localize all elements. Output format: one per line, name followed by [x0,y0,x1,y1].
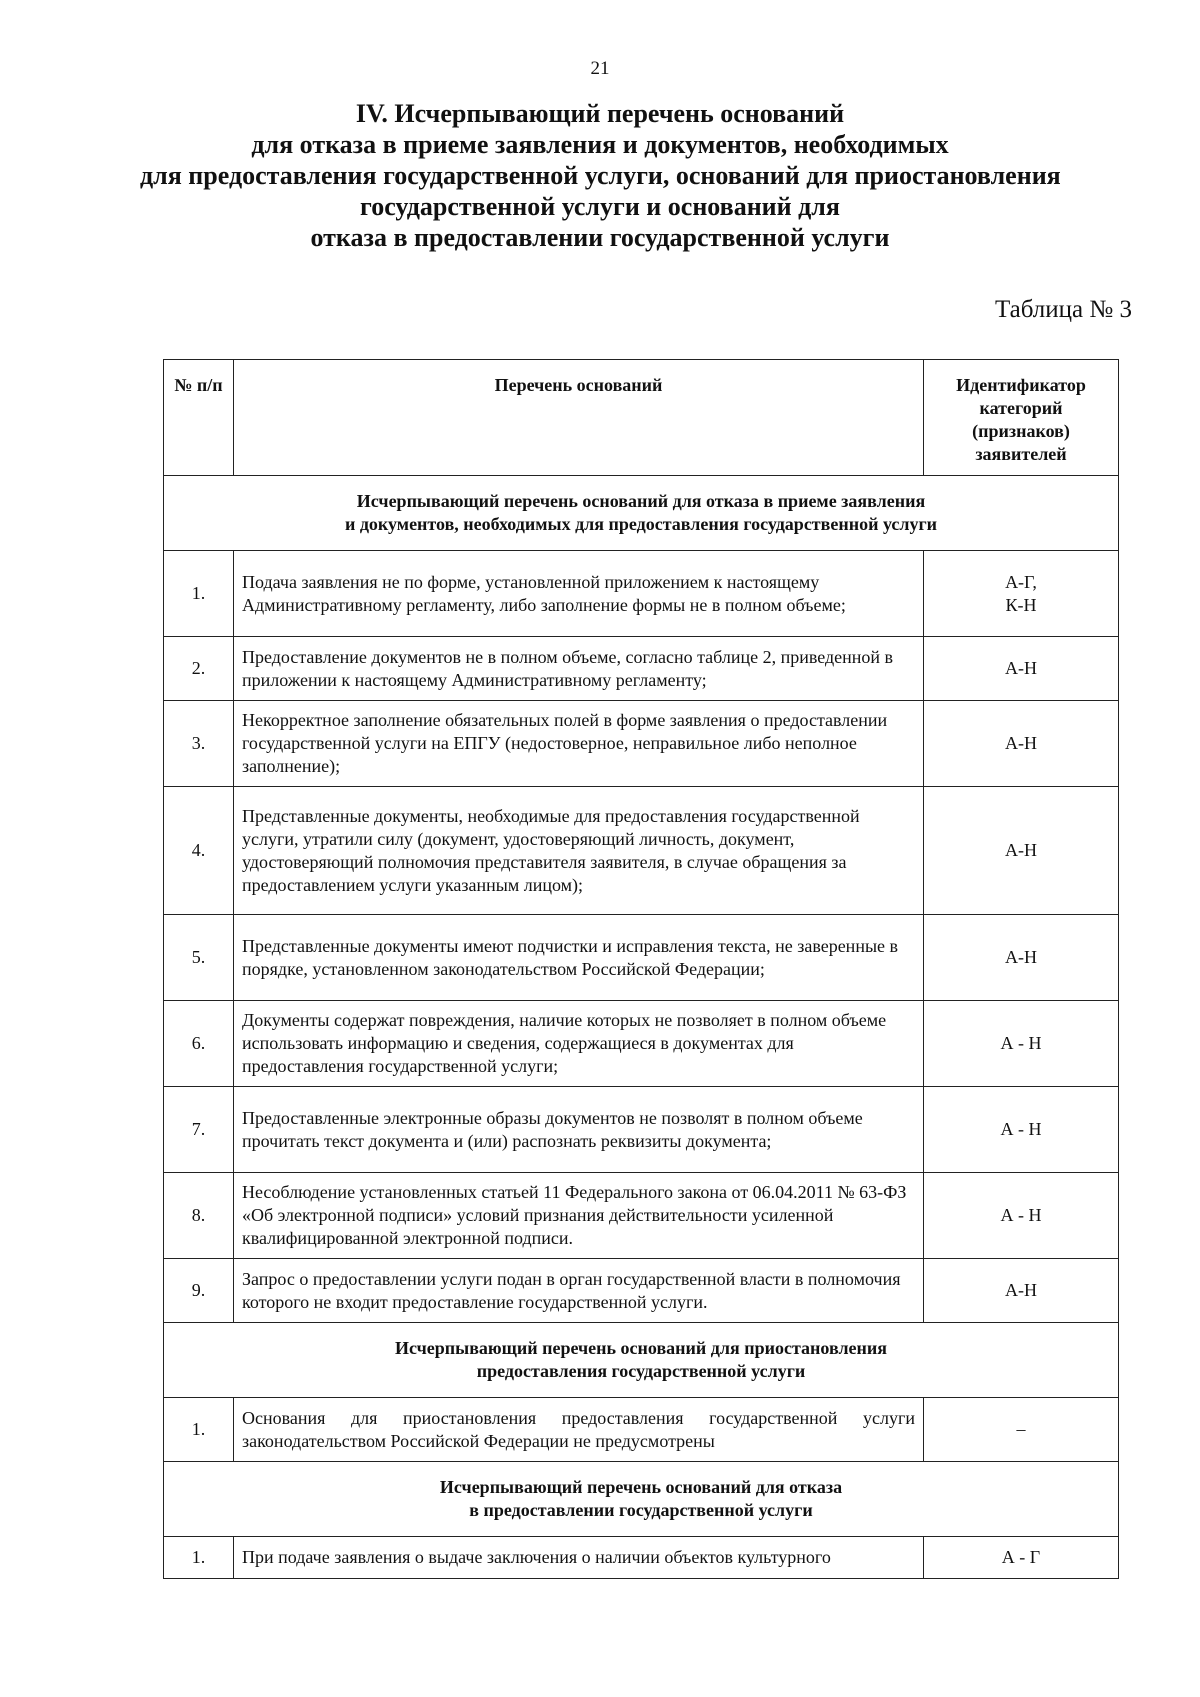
row-identifier-line: А-Н [1005,1280,1037,1300]
header-identifier-line: заявителей [975,444,1067,464]
table-row [164,551,1119,637]
row-number: 1. [164,1398,234,1462]
heading-line: отказа в предоставлении государственной услуги [310,223,890,252]
table-label: Таблица № 3 [994,296,1132,323]
header-grounds: Перечень оснований [234,360,924,476]
header-identifier [924,360,1119,476]
row-number: 4. [164,787,234,915]
header-identifier-line: (признаков) [972,421,1070,441]
table-row [164,1173,1119,1259]
grounds-table [163,359,1119,1579]
row-identifier-line: А - Н [1000,1119,1042,1139]
row-identifier-line: А-Г, [1005,571,1037,592]
row-identifier [924,1173,1119,1259]
row-identifier [924,1087,1119,1173]
row-ground-text: Представленные документы, необходимые для предоставления государственной услуги, утратили силу (документ, удостоверяющий личность, документ, удостоверяющий полномочия представителя заявителя, в случае обращения за предоставлением услуги указанным лицом); [234,787,924,915]
section-title-line: предоставления государственной услуги [476,1361,806,1381]
table-row [164,1087,1119,1173]
section-title [164,476,1119,551]
row-ground-text: Подача заявления не по форме, установленной приложением к настоящему Административному регламенту, либо заполнение формы не в полном объеме; [234,551,924,637]
table-row [164,1001,1119,1087]
row-ground-text: Запрос о предоставлении услуги подан в орган государственной власти в полномочия которого не входит предоставление государственной услуги. [234,1259,924,1323]
section-title-line: Исчерпывающий перечень оснований для отказа [439,1477,843,1497]
section-title [164,1462,1119,1537]
row-ground-text: Несоблюдение установленных статьей 11 Федерального закона от 06.04.2011 № 63-ФЗ «Об электронной подписи» условий признания действительности усиленной квалифицированной электронной подписи. [234,1173,924,1259]
section-row [164,1323,1119,1398]
row-identifier-line: А-Н [1005,658,1037,678]
table-row [164,1398,1119,1462]
header-identifier-line: категорий [979,398,1063,418]
table-row [164,787,1119,915]
table-row [164,1259,1119,1323]
row-identifier-line: А - Н [1000,1033,1042,1053]
row-number: 8. [164,1173,234,1259]
table-row [164,1537,1119,1579]
row-ground-text: Предоставленные электронные образы документов не позволят в полном объеме прочитать текст документа и (или) распознать реквизиты документа; [234,1087,924,1173]
row-ground-text: Основания для приостановления предоставления государственной услуги законодательством Российской Федерации не предусмотрены [234,1398,924,1462]
row-number: 6. [164,1001,234,1087]
row-number: 5. [164,915,234,1001]
table-row [164,915,1119,1001]
table-row [164,701,1119,787]
row-ground-text: Документы содержат повреждения, наличие которых не позволяет в полном объеме использовать информацию и сведения, содержащиеся в документах для предоставления государственной услуги; [234,1001,924,1087]
header-identifier-line: Идентификатор [956,375,1086,395]
row-identifier-line: А-Н [1005,733,1037,753]
row-identifier-line: А-Н [1005,840,1037,860]
heading-line: IV. Исчерпывающий перечень оснований [355,99,845,128]
row-identifier [924,701,1119,787]
section-title-line: и документов, необходимых для предоставления государственной услуги [344,514,938,534]
section-title [164,1323,1119,1398]
row-identifier-line: А - Н [1000,1205,1042,1225]
row-identifier [924,915,1119,1001]
header-num: № п/п [164,360,234,476]
row-identifier [924,551,1119,637]
heading-line: для предоставления государственной услуги, оснований для приостановления [140,161,1061,190]
section-title-line: в предоставлении государственной услуги [469,1500,813,1520]
row-number: 3. [164,701,234,787]
row-number: 1. [164,551,234,637]
section-title-line: Исчерпывающий перечень оснований для приостановления [394,1338,888,1358]
row-identifier [924,787,1119,915]
row-identifier [924,1001,1119,1087]
row-identifier [924,637,1119,701]
row-identifier [924,1259,1119,1323]
row-ground-text: Представленные документы имеют подчистки и исправления текста, не заверенные в порядке, установленном законодательством Российской Федерации; [234,915,924,1001]
row-number: 2. [164,637,234,701]
heading-line: для отказа в приеме заявления и документов, необходимых [251,130,949,159]
heading-line: государственной услуги и оснований для [360,192,840,221]
row-ground-text: Предоставление документов не в полном объеме, согласно таблице 2, приведенной в приложении к настоящему Административному регламенту; [234,637,924,701]
page-number: 21 [590,58,610,79]
row-identifier-line: К-Н [1005,594,1037,615]
row-identifier-line: – [1016,1419,1026,1439]
section-title-line: Исчерпывающий перечень оснований для отказа в приеме заявления [356,491,926,511]
section-row [164,476,1119,551]
row-identifier [924,1398,1119,1462]
row-ground-text: При подаче заявления о выдаче заключения о наличии объектов культурного [234,1537,924,1579]
row-number: 1. [164,1537,234,1579]
row-number: 9. [164,1259,234,1323]
row-ground-text: Некорректное заполнение обязательных полей в форме заявления о предоставлении государственной услуги на ЕПГУ (недостоверное, неправильное либо неполное заполнение); [234,701,924,787]
row-identifier-line: А - Г [1001,1547,1041,1567]
table-header-row [164,360,1119,476]
row-number: 7. [164,1087,234,1173]
section-row [164,1462,1119,1537]
row-identifier-line: А-Н [1005,947,1037,967]
section-heading [140,98,1060,253]
row-identifier [924,1537,1119,1579]
table-row [164,637,1119,701]
